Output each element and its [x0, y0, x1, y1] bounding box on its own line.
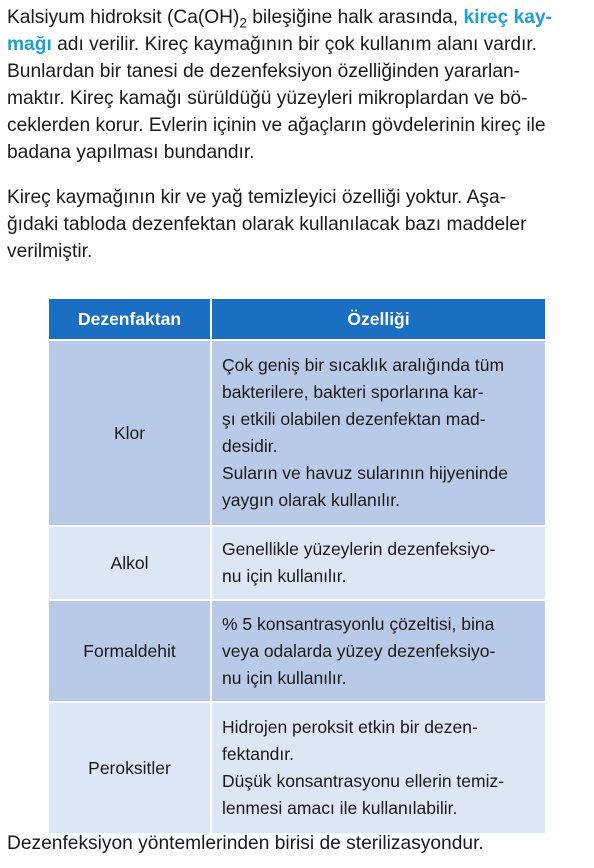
row-description: Hidrojen peroksit etkin bir dezen- fektandır. Düşük konsantrasyonu ellerin temiz- lenmesi amacı ile kullanılabilir.: [211, 702, 546, 834]
table-header-row: [48, 298, 546, 340]
table-intro-line-3: verilmiştir.: [7, 241, 93, 262]
intro-line-4: maktır. Kireç kamağı sürüldüğü yüzeyleri mikroplardan ve bö-: [7, 88, 528, 109]
intro-paragraph: [7, 4, 591, 166]
table-row: [48, 340, 546, 526]
table-row: [48, 702, 546, 834]
intro-line-1: Kalsiyum hidroksit ($Ca(OH)_2$ bileşiğine halk arasında, kireç kay-: [7, 7, 552, 31]
row-name: Alkol: [48, 526, 211, 600]
closing-paragraph: [7, 830, 591, 857]
closing-line-1: Dezenfeksiyon yöntemlerinden birisi de sterilizasyondur.: [7, 833, 484, 854]
disinfectant-table: [47, 297, 547, 835]
intro-line-3: Bunlardan bir tanesi de dezenfeksiyon özelliğinden yararlan-: [7, 61, 521, 82]
row-name: Formaldehit: [48, 600, 211, 702]
header-disinfectant: Dezenfaktan: [48, 298, 211, 340]
highlight-term: kireç kay-: [463, 7, 552, 28]
highlight-term-cont: mağı: [7, 34, 52, 55]
table-intro-paragraph: [7, 184, 591, 265]
row-description: Çok geniş bir sıcaklık aralığında tüm bakterilere, bakteri sporlarına kar- şı etkili olabilen dezenfektan mad- desidir. Suların ve havuz sularının hijyeninde yaygın olarak kullanılır.: [211, 340, 546, 526]
row-description: Genellikle yüzeylerin dezenfeksiyo- nu için kullanılır.: [211, 526, 546, 600]
row-name: Klor: [48, 340, 211, 526]
header-property: Özelliği: [211, 298, 546, 340]
row-name: Peroksitler: [48, 702, 211, 834]
subscript-2: 2: [239, 15, 247, 31]
intro-line-2: mağı adı verilir. Kireç kaymağının bir çok kullanım alanı vardır.: [7, 34, 538, 55]
table-row: [48, 526, 546, 600]
table-intro-line-2: ğıdaki tabloda dezenfektan olarak kullanılacak bazı maddeler: [7, 214, 527, 235]
intro-line-5: ceklerden korur. Evlerin içinin ve ağaçların gövdelerinin kireç ile: [7, 115, 546, 136]
row-description: % 5 konsantrasyonlu çözeltisi, bina veya odalarda yüzey dezenfeksiyo- nu için kullanılır.: [211, 600, 546, 702]
table-row: [48, 600, 546, 702]
intro-line-6: badana yapılması bundandır.: [7, 142, 255, 163]
table-intro-line-1: Kireç kaymağının kir ve yağ temizleyici özelliği yoktur. Aşa-: [7, 187, 507, 208]
